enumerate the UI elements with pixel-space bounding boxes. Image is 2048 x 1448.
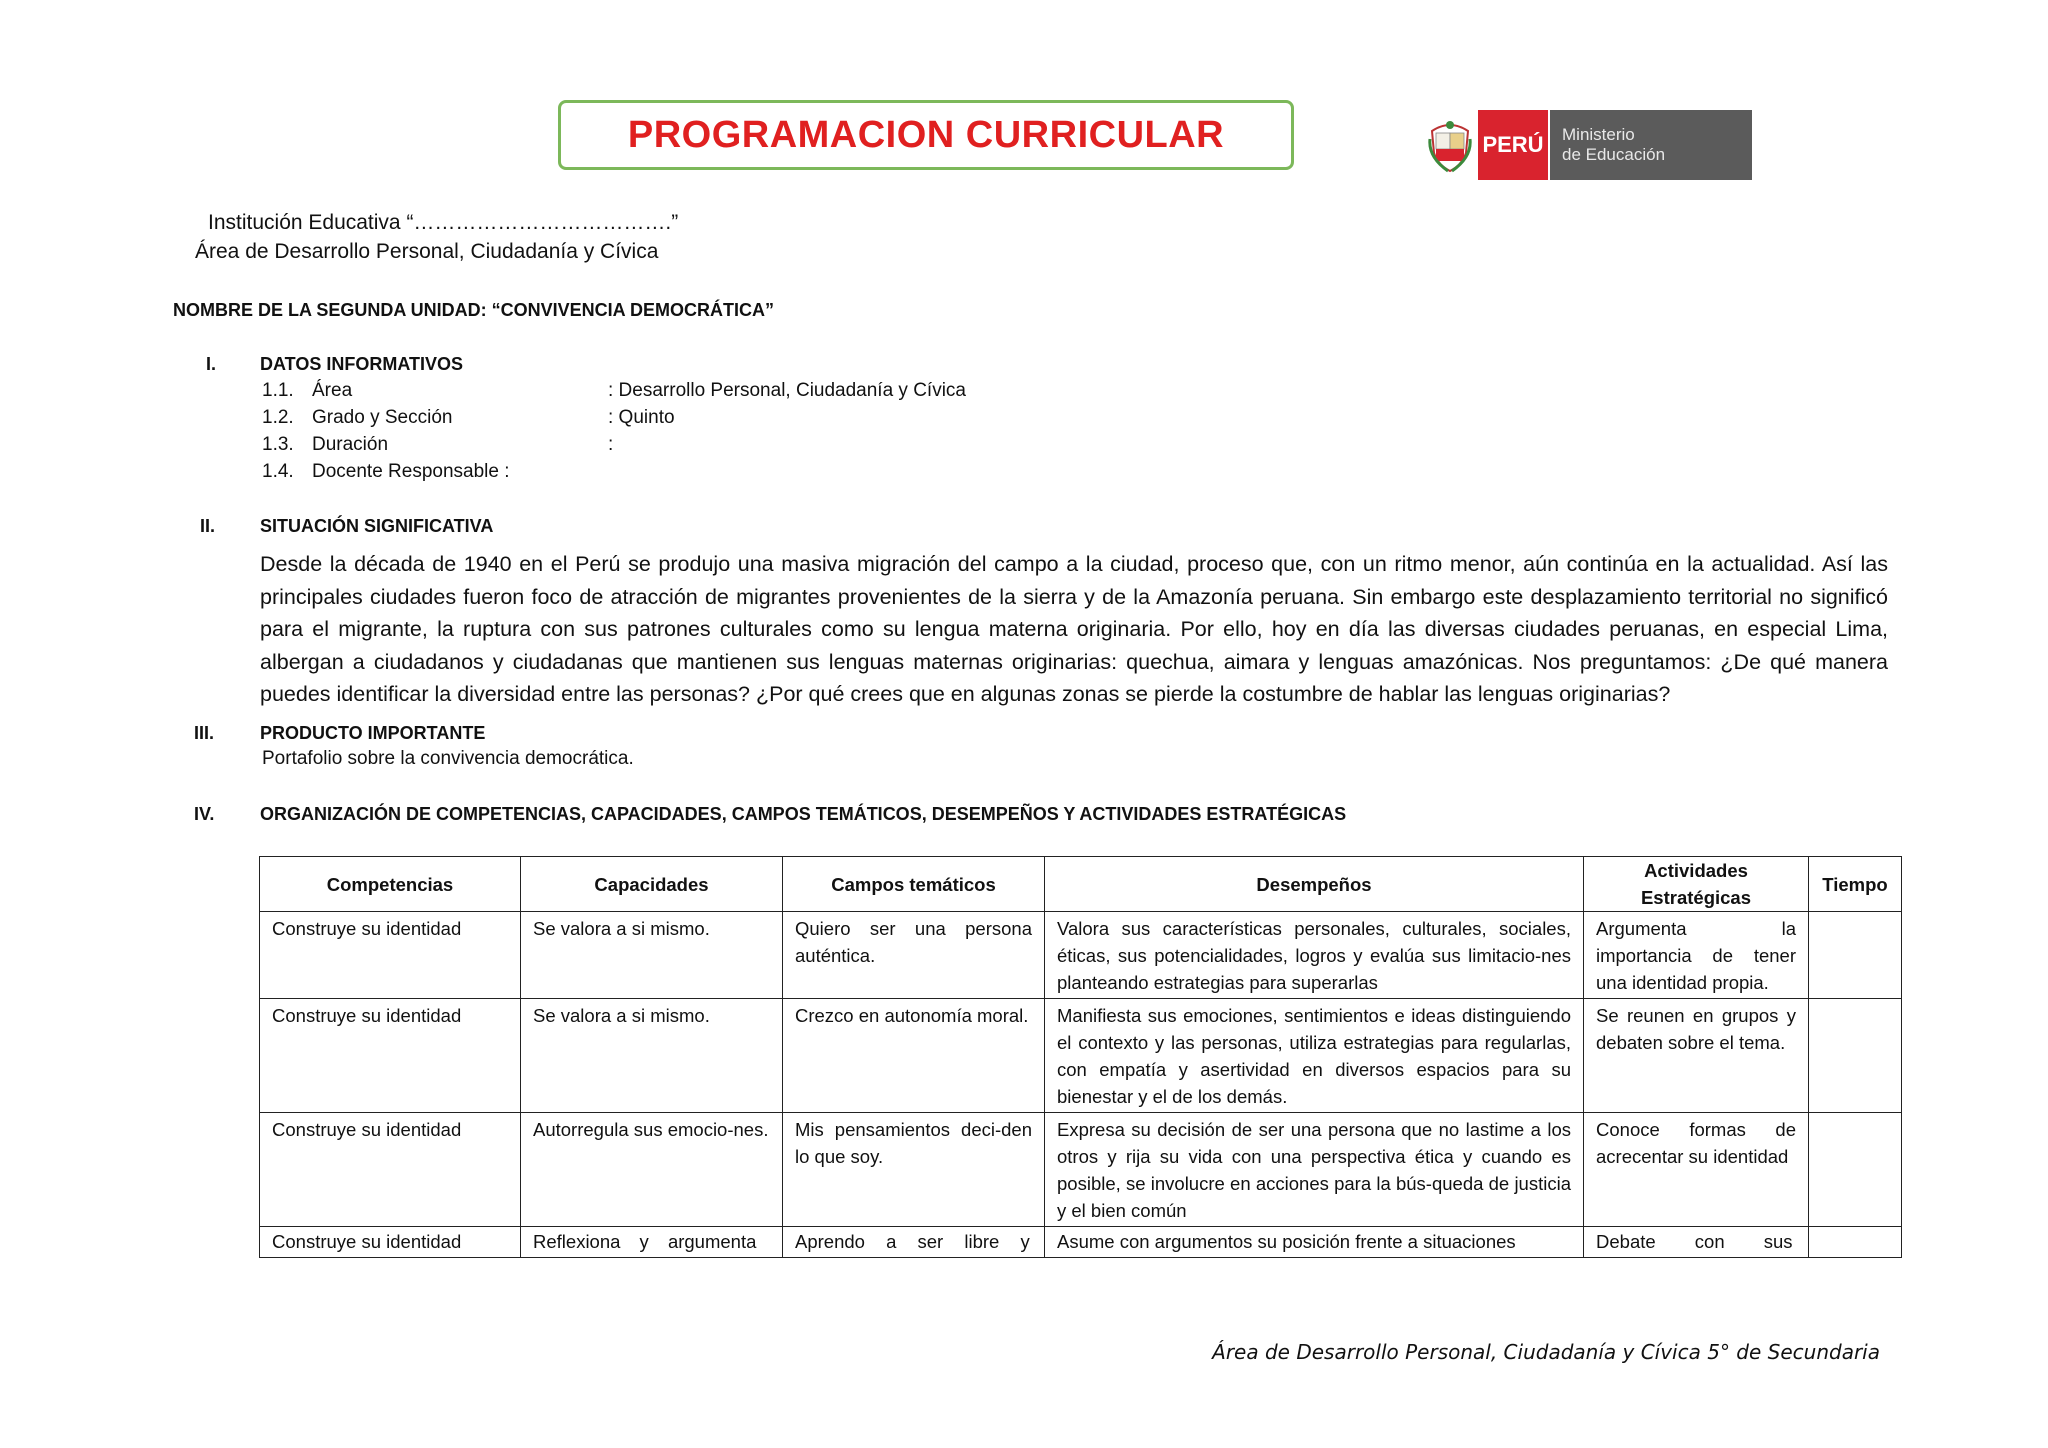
cell-actividad: Argumenta la importancia de tener una identidad propia. xyxy=(1584,912,1809,999)
section-2-title: SITUACIÓN SIGNIFICATIVA xyxy=(260,516,494,536)
unit-name: NOMBRE DE LA SEGUNDA UNIDAD: “CONVIVENCIA DEMOCRÁTICA” xyxy=(173,300,775,320)
header-actividades: Actividades Estratégicas xyxy=(1584,857,1809,912)
institution-line: Institución Educativa “……………………………….” xyxy=(208,211,679,234)
datos-value: : Desarrollo Personal, Ciudadanía y Cívica xyxy=(608,380,967,401)
datos-label: Grado y Sección xyxy=(312,407,453,428)
datos-row xyxy=(262,461,1062,487)
table-row xyxy=(260,912,1902,999)
cell-actividad: Se reunen en grupos y debaten sobre el tema. xyxy=(1584,999,1809,1113)
cell-capacidad: Autorregula sus emocio-nes. xyxy=(521,1113,783,1227)
cell-campo: Aprendo a ser libre y xyxy=(783,1227,1045,1258)
datos-label: Área xyxy=(312,380,353,401)
datos-number: 1.1. xyxy=(262,380,294,401)
cell-actividad: Debate con sus xyxy=(1584,1227,1809,1258)
producto-text: Portafolio sobre la convivencia democrática. xyxy=(262,748,634,769)
section-3-title: PRODUCTO IMPORTANTE xyxy=(260,723,486,743)
cell-capacidad: Se valora a si mismo. xyxy=(521,912,783,999)
minedu-logo xyxy=(1422,110,1752,180)
cell-competencia: Construye su identidad xyxy=(260,999,521,1113)
datos-number: 1.2. xyxy=(262,407,294,428)
datos-number: 1.3. xyxy=(262,434,294,455)
cell-competencia: Construye su identidad xyxy=(260,1227,521,1258)
competencias-table xyxy=(259,856,1902,1258)
datos-row xyxy=(262,407,1062,433)
situacion-paragraph: Desde la década de 1940 en el Perú se produjo una masiva migración del campo a la ciudad, proceso que, con un ritmo menor, aún continúa en la actualidad. Así las principales ciudades fueron foco de atracción de migrantes provenientes de la sierra y de la Amazonía peruana. Sin embargo este desplazamiento territorial no significó para el migrante, la ruptura con sus patrones culturales como su lengua materna originaria. Por ello, hoy en día las diversas ciudades peruanas, en especial Lima, albergan a ciudadanos y ciudadanas que mantienen sus lenguas maternas originarias: quechua, aimara y lenguas amazónicas. Nos preguntamos: ¿De qué manera puedes identificar la diversidad entre las personas? ¿Por qué crees que en algunas zonas se pierde la costumbre de hablar las lenguas originarias? xyxy=(260,552,1888,706)
table-row xyxy=(260,1113,1902,1227)
cell-tiempo xyxy=(1809,999,1902,1113)
title-box xyxy=(558,100,1294,170)
section-1-title: DATOS INFORMATIVOS xyxy=(260,354,464,374)
cell-competencia: Construye su identidad xyxy=(260,912,521,999)
cell-desempeno: Valora sus características personales, culturales, sociales, éticas, sus potencialidades, logros y evalúa sus limitacio-nes planteando estrategias para superarlas xyxy=(1045,912,1584,999)
cell-desempeno: Manifiesta sus emociones, sentimientos e ideas distinguiendo el contexto y las personas, utiliza estrategias para regularlas, con empatía y asertividad en diversos espacios para su bienestar y el de los demás. xyxy=(1045,999,1584,1113)
cell-desempeno: Expresa su decisión de ser una persona que no lastime a los otros y rija su vida con una perspectiva ética y cuando es posible, se involucre en acciones para la bús-queda de justicia y el bien común xyxy=(1045,1113,1584,1227)
cell-tiempo xyxy=(1809,1227,1902,1258)
cell-campo: Quiero ser una persona auténtica. xyxy=(783,912,1045,999)
header-capacidades: Capacidades xyxy=(521,857,783,912)
section-3-number: III. xyxy=(194,723,215,743)
cell-tiempo xyxy=(1809,1113,1902,1227)
peru-label: PERÚ xyxy=(1478,110,1548,180)
section-1-number: I. xyxy=(206,354,217,374)
header-campos-tematicos: Campos temáticos xyxy=(783,857,1045,912)
cell-desempeno: Asume con argumentos su posición frente a situaciones xyxy=(1045,1227,1584,1258)
area-line: Área de Desarrollo Personal, Ciudadanía y Cívica xyxy=(195,240,659,263)
header-desempenos: Desempeños xyxy=(1045,857,1584,912)
datos-label: Duración xyxy=(312,434,389,455)
datos-label: Docente Responsable : xyxy=(312,461,510,482)
section-2-number: II. xyxy=(200,516,216,536)
table-row xyxy=(260,1227,1902,1258)
datos-row xyxy=(262,380,1062,406)
datos-number: 1.4. xyxy=(262,461,294,482)
section-4-number: IV. xyxy=(194,804,215,824)
table-row xyxy=(260,999,1902,1113)
page-footer: Área de Desarrollo Personal, Ciudadanía y Cívica 5° de Secundaria xyxy=(1212,1340,1880,1364)
peru-coat-of-arms-icon xyxy=(1422,115,1478,175)
page-title: PROGRAMACION CURRICULAR xyxy=(627,113,1225,156)
table-header-row xyxy=(260,857,1902,912)
cell-campo: Crezco en autonomía moral. xyxy=(783,999,1045,1113)
ministry-line-1: Ministerio xyxy=(1562,125,1635,144)
section-4-title: ORGANIZACIÓN DE COMPETENCIAS, CAPACIDADES, CAMPOS TEMÁTICOS, DESEMPEÑOS Y ACTIVIDADES ESTRATÉGICAS xyxy=(260,804,1347,824)
header-tiempo: Tiempo xyxy=(1809,857,1902,912)
cell-capacidad: Se valora a si mismo. xyxy=(521,999,783,1113)
ministry-label xyxy=(1548,110,1752,180)
datos-value: : xyxy=(608,434,614,455)
ministry-line-2: de Educación xyxy=(1562,145,1666,164)
datos-row xyxy=(262,434,1062,460)
cell-tiempo xyxy=(1809,912,1902,999)
datos-value: : Quinto xyxy=(608,407,675,428)
cell-capacidad: Reflexiona y argumenta xyxy=(521,1227,783,1258)
cell-competencia: Construye su identidad xyxy=(260,1113,521,1227)
header-competencias: Competencias xyxy=(260,857,521,912)
cell-actividad: Conoce formas de acrecentar su identidad xyxy=(1584,1113,1809,1227)
cell-campo: Mis pensamientos deci-den lo que soy. xyxy=(783,1113,1045,1227)
